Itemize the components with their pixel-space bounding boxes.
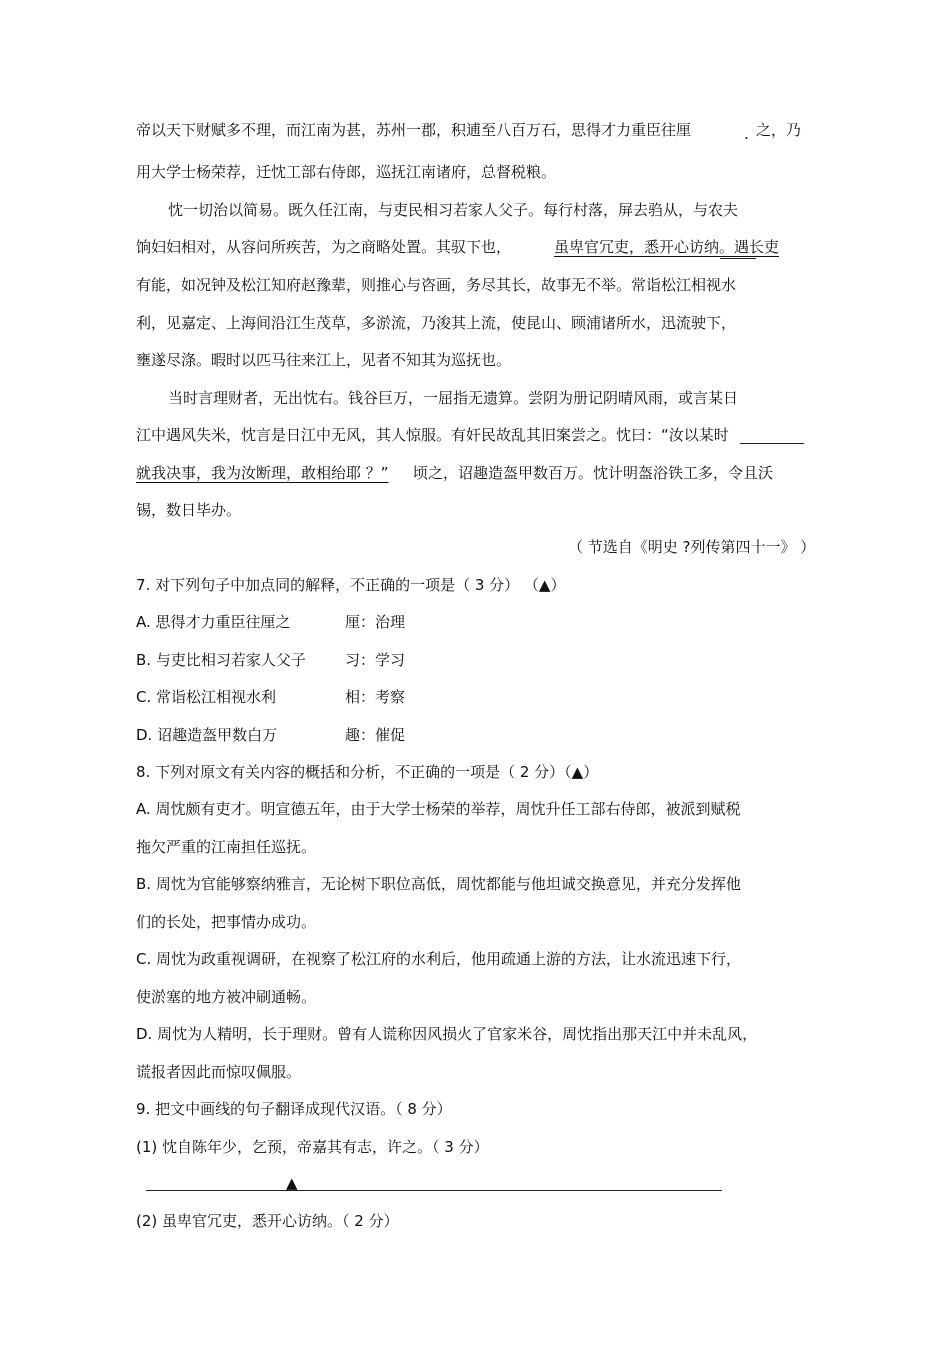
q8-option-a-line2: 拖欠严重的江南担任巡抚。 xyxy=(136,838,317,856)
q8-option-b-line1: B. 周忱为官能够察纳雅言，无论树下职位高低，周忱都能与他坦诚交换意见，并充分发挥他 xyxy=(136,875,741,893)
passage-p2-line3: 有能，如况钟及松江知府赵豫辈，则推心与咨画，务尽其长，故事无不举。常诣松江相视水 xyxy=(136,276,737,294)
q7-option-b-gloss: 习：学习 xyxy=(345,651,406,669)
passage-p3-line2: 江中遇风失米，忱言是日江中无风，其人惊服。有奸民故乱其旧案尝之。忱曰：“汝以某时 xyxy=(136,426,729,444)
passage-p3-line3b: 顷之，诏趣造盔甲数百万。忱计明盔浴铁工多，令且沃 xyxy=(413,464,774,482)
q8-option-a-line1: A. 周忱颇有吏才。明宣德五年，由于大学士杨荣的举荐，周忱升任工部右侍郎，被派到赋税 xyxy=(136,800,741,818)
q8-option-c-line2: 使淤塞的地方被冲刷通畅。 xyxy=(136,988,317,1006)
passage-p2-line4: 利，见嘉定、上海间沿江生茂草，多淤流，乃浚其上流，使昆山、顾浦诸所水，迅流驶下， xyxy=(136,314,737,332)
q9-stem: 9. 把文中画线的句子翻译成现代汉语。（ 8 分） xyxy=(136,1100,452,1118)
q8-stem: 8. 下列对原文有关内容的概括和分析，不正确的一项是（ 2 分）（▲） xyxy=(136,763,599,781)
q8-option-c-line1: C. 周忱为政重视调研，在视察了松江府的水利后，他用疏通上游的方法，让水流迅速下行， xyxy=(136,950,742,968)
q7-option-d: D. 诏趣造盔甲数白万 xyxy=(136,726,278,744)
answer-triangle-icon: ▲ xyxy=(286,1174,298,1192)
q8-option-d-line2: 谎报者因此而惊叹佩服。 xyxy=(136,1063,302,1081)
q7-stem: 7. 对下列句子中加点同的解释，不正确的一项是（ 3 分） （▲） xyxy=(136,576,566,594)
underlined-sentence-2: 虽卑官冗吏，悉开心访纳。遇长吏 xyxy=(554,238,780,256)
q9-sub2: (2) 虽卑官冗吏，悉开心访纳。（ 2 分） xyxy=(136,1212,399,1230)
passage-p1-line1b: 之，乃 xyxy=(756,121,802,139)
q7-option-d-gloss: 趣：催促 xyxy=(345,726,406,744)
passage-p3-line1: 当时言理财者，无出忱右。钱谷巨万，一屈指无遗算。尝阴为册记阴晴风雨，或言某日 xyxy=(168,389,739,407)
q9-sub1: (1) 忱自陈年少，乞预，帝嘉其有志，许之。（ 3 分） xyxy=(136,1138,489,1156)
passage-p3-line4: 锡，数日毕办。 xyxy=(136,501,242,519)
underline-start xyxy=(740,443,804,444)
passage-p1-line2: 用大学士杨荣荐，迁忱工部右侍郎，巡抚江南诸府，总督税粮。 xyxy=(136,163,557,181)
answer-line[interactable] xyxy=(146,1190,722,1191)
q7-option-c-gloss: 相：考察 xyxy=(345,688,406,706)
q7-option-a-gloss: 厘：治理 xyxy=(345,613,406,631)
underlined-sentence-3: 就我决事，我为汝断理，敢相绐耶 ？” xyxy=(136,464,389,482)
passage-p2-line1: 忱一切治以简易。既久任江南，与吏民相习若家人父子。每行村落，屏去驺从，与农夫 xyxy=(168,201,739,219)
underline-extension xyxy=(720,258,756,259)
passage-p1-line1a: 帝以天下财赋多不理，而江南为甚，苏州一郡，积逋至八百万石，思得才力重臣往厘 xyxy=(136,121,692,139)
q7-option-c: C. 常诣松江相视水利 xyxy=(136,688,277,706)
passage-p2-line2a: 饷妇妇相对，从容问所疾苦，为之商略处置。其驭下也， xyxy=(136,238,512,256)
q7-option-b: B. 与吏比相习若家人父子 xyxy=(136,651,306,669)
q8-option-d-line1: D. 周忱为人精明，长于理财。曾有人谎称因风损火了官家米谷，周忱指出那天江中并未乱风， xyxy=(136,1025,758,1043)
emphasis-dot: . xyxy=(744,125,749,143)
passage-source: （ 节选自《明史 ?列传第四十一》 ） xyxy=(568,538,816,556)
q7-option-a: A. 思得才力重臣往厘之 xyxy=(136,613,291,631)
q8-option-b-line2: 们的长处，把事情办成功。 xyxy=(136,913,317,931)
passage-p2-line5: 壅遂尽涤。暇时以匹马往来江上，见者不知其为巡抚也。 xyxy=(136,351,512,369)
